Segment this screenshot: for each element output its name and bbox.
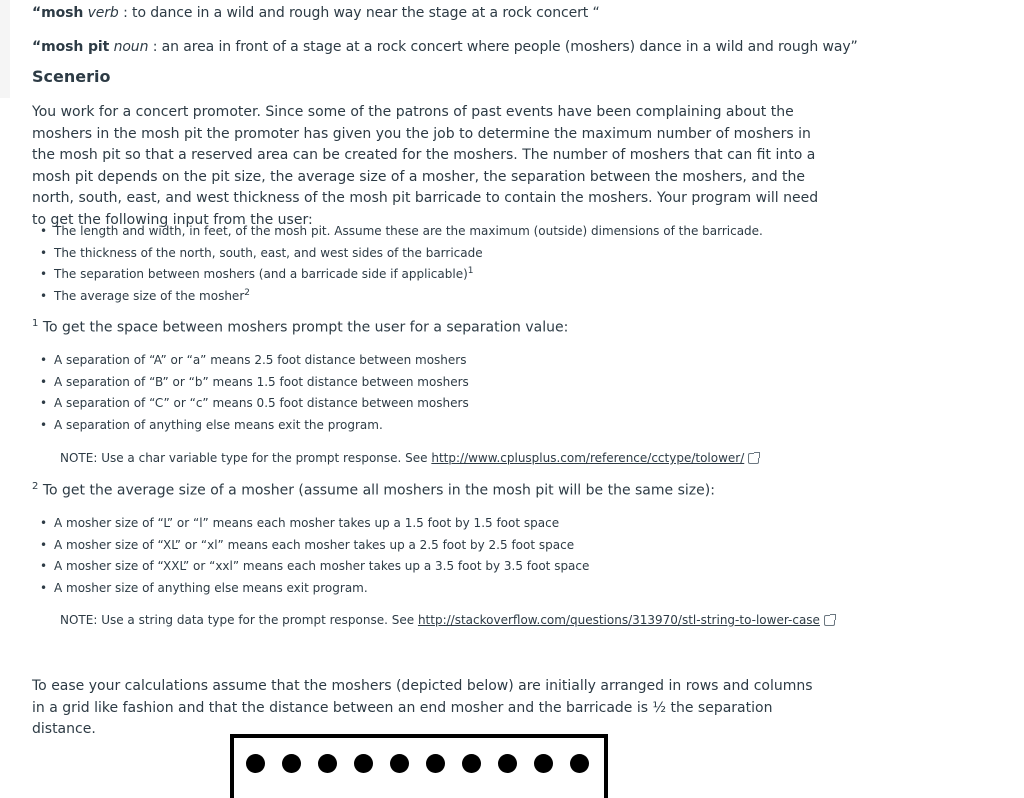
mosher-dot [354, 754, 373, 773]
mosh-pit-diagram [230, 734, 608, 798]
mosher-dot [534, 754, 553, 773]
mosher-dot [426, 754, 445, 773]
list-item: • The separation between moshers (and a barricade side if applicable)$^1$ [32, 264, 763, 286]
list-item: • A mosher size of “XXL” or “xxl” means each mosher takes up a 3.5 foot by 3.5 foot space [32, 556, 589, 578]
closing-paragraph: To ease your calculations assume that the moshers (depicted below) are initially arranged in rows and columns in a grid like fashion and that the distance between an end mosher and the barricade is ½ the separation distance. [32, 678, 813, 737]
footnote2-intro: $^2$ To get the average size of a mosher (assume all moshers in the mosh pit will be the same size): [32, 481, 715, 499]
mosher-size-list [32, 513, 589, 599]
blockquote-rule [0, 0, 10, 98]
list-item: • The length and width, in feet, of the mosh pit. Assume these are the maximum (outside) dimensions of the barricade. [32, 221, 763, 243]
footnote-ref: 2 [244, 287, 250, 298]
note-char: NOTE: Use a char variable type for the prompt response. See http://www.cplusplus.com/reference/cctype/tolower/ [60, 451, 759, 465]
list-item: • The thickness of the north, south, east, and west sides of the barricade [32, 243, 763, 265]
mosher-dot [282, 754, 301, 773]
definition-mosh-pit: “mosh pit noun : an area in front of a stage at a rock concert where people (moshers) dance in a wild and rough way” [32, 39, 858, 55]
mosher-dot [390, 754, 409, 773]
intro-paragraph: You work for a concert promoter. Since some of the patrons of past events have been complaining about the moshers in the mosh pit the promoter has given you the job to determine the maximum number of moshers in the mosh pit so that a reserved area can be created for the moshers. The number of moshers that can fit into a mosh pit depends on the pit size, the average size of a mosher, the separation between the moshers, and the north, south, east, and west thickness of the mosh pit barricade to contain the moshers. Your program will need to get the following input from the user: [32, 104, 819, 228]
list-item: • A separation of “B” or “b” means 1.5 foot distance between moshers [32, 372, 469, 394]
mosher-dot [498, 754, 517, 773]
list-item: • A separation of “C” or “c” means 0.5 foot distance between moshers [32, 393, 469, 415]
stackoverflow-link[interactable]: http://stackoverflow.com/questions/313970/stl-string-to-lower-case [417, 613, 820, 627]
external-link-icon [824, 615, 835, 626]
mosher-dot [462, 754, 481, 773]
mosher-dot [570, 754, 589, 773]
list-item: • A separation of “A” or “a” means 2.5 foot distance between moshers [32, 350, 469, 372]
footnote1-intro: $^1$ To get the space between moshers prompt the user for a separation value: [32, 318, 569, 336]
definition-mosh: “mosh verb : to dance in a wild and rough way near the stage at a rock concert “ [32, 5, 600, 21]
separation-list [32, 350, 469, 436]
external-link-icon [748, 453, 759, 464]
note-string: NOTE: Use a string data type for the prompt response. See http://stackoverflow.com/questions/313970/stl-string-to-lower-case [60, 613, 835, 627]
section-heading: Scenerio [32, 67, 111, 86]
footnote-ref: 1 [467, 266, 474, 277]
list-item: • A mosher size of “L” or “l” means each mosher takes up a 1.5 foot by 1.5 foot space [32, 513, 589, 535]
tolower-link[interactable]: http://www.cplusplus.com/reference/cctype/tolower/ [431, 451, 745, 465]
list-item: • A separation of anything else means exit the program. [32, 415, 469, 437]
list-item: • A mosher size of “XL” or “xl” means each mosher takes up a 2.5 foot by 2.5 foot space [32, 535, 589, 557]
list-item: • A mosher size of anything else means exit program. [32, 578, 589, 600]
list-item: • The average size of the mosher$^2$ [32, 286, 763, 308]
input-list [32, 221, 763, 307]
mosher-dot [246, 754, 265, 773]
mosher-dot [318, 754, 337, 773]
